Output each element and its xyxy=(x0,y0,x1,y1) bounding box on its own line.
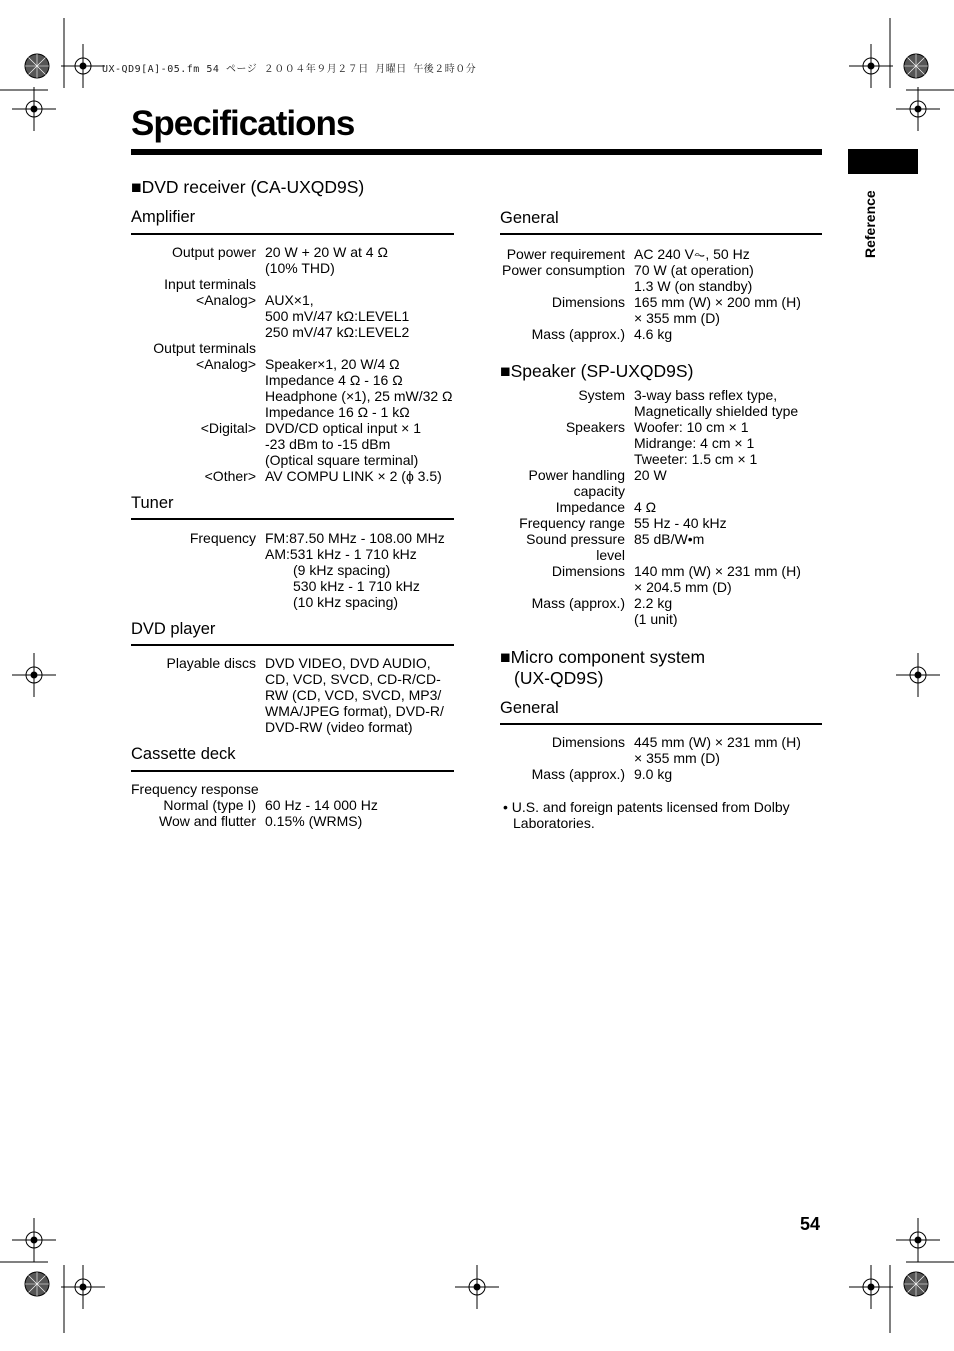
spec-label: Wow and flutter xyxy=(158,813,256,829)
spec-value: × 355 mm (D) xyxy=(634,310,720,326)
spec-value: 3-way bass reflex type, xyxy=(634,387,778,403)
spec-value: (9 kHz spacing) xyxy=(293,562,391,578)
spec-row xyxy=(500,262,801,294)
micro-system-heading-model: (UX-QD9S) xyxy=(514,668,604,688)
spec-value: 165 mm (W) × 200 mm (H) xyxy=(634,294,801,310)
patent-note: • U.S. and foreign patents licensed from Dolby xyxy=(503,799,790,815)
general-title: General xyxy=(500,209,559,227)
spec-value: 140 mm (W) × 231 mm (H) xyxy=(634,563,801,579)
spec-value: 445 mm (W) × 231 mm (H) xyxy=(634,734,801,750)
spec-value: 70 W (at operation) xyxy=(634,262,754,278)
spec-value: WMA/JPEG format), DVD-R/ xyxy=(265,703,444,719)
spec-value: AC 240 V⏦, 50 Hz xyxy=(634,246,750,262)
page-number: 54 xyxy=(800,1214,821,1234)
spec-row xyxy=(500,595,801,627)
spec-value: CD, VCD, SVCD, CD-R/CD- xyxy=(265,671,441,687)
spec-label: Output terminals xyxy=(153,340,256,356)
spec-row xyxy=(131,276,453,340)
spec-value: Speaker×1, 20 W/4 Ω xyxy=(265,356,400,372)
spec-value: AUX×1, xyxy=(265,292,314,308)
title-rule xyxy=(131,149,822,155)
spec-value: AM:531 kHz - 1 710 kHz xyxy=(265,546,417,562)
spec-row xyxy=(131,797,378,813)
amplifier-title: Amplifier xyxy=(131,208,196,226)
general-specs xyxy=(500,246,801,342)
spec-row xyxy=(131,530,445,610)
spec-row xyxy=(131,813,378,829)
spec-value: 4 Ω xyxy=(634,499,657,515)
spec-value: 60 Hz - 14 000 Hz xyxy=(265,797,378,813)
micro-general-rule xyxy=(500,723,822,725)
spec-row xyxy=(131,244,453,276)
spec-row xyxy=(500,467,801,499)
cassette-deck-specs xyxy=(131,797,378,829)
spec-value: AV COMPU LINK × 2 (ϕ 3.5) xyxy=(265,468,442,484)
spec-label: Playable discs xyxy=(166,655,256,671)
print-header: UX-QD9[A]-05.fm 54 ページ ２００４年９月２７日 月曜日 午後２時０分 xyxy=(102,64,477,75)
spec-label: Input terminals xyxy=(164,276,256,292)
spec-row xyxy=(500,515,801,531)
patent-note-cont: Laboratories. xyxy=(513,815,595,831)
amplifier-specs xyxy=(131,244,453,484)
spec-value: 250 mV/47 kΩ:LEVEL2 xyxy=(265,324,410,340)
spec-label: Dimensions xyxy=(551,294,625,310)
spec-value: 20 W xyxy=(634,467,667,483)
micro-system-heading: ■Micro component system xyxy=(500,647,706,667)
page-title: Specifications xyxy=(131,104,355,143)
amplifier-rule xyxy=(131,233,454,235)
spec-value: Impedance 4 Ω - 16 Ω xyxy=(265,372,403,388)
spec-label: Power handling xyxy=(528,467,625,483)
tuner-specs xyxy=(131,530,445,610)
spec-value: 4.6 kg xyxy=(634,326,673,342)
spec-row xyxy=(500,326,801,342)
spec-value: (10 kHz spacing) xyxy=(293,594,399,610)
spec-label: Frequency range xyxy=(519,515,625,531)
spec-label: <Other> xyxy=(204,468,256,484)
spec-value: DVD VIDEO, DVD AUDIO, xyxy=(265,655,431,671)
general-rule xyxy=(500,233,822,235)
tuner-rule xyxy=(131,518,454,520)
spec-row xyxy=(500,246,801,262)
spec-value: (10% THD) xyxy=(265,260,335,276)
spec-row xyxy=(500,563,801,595)
spec-label: capacity xyxy=(573,483,625,499)
spec-value: 530 kHz - 1 710 kHz xyxy=(293,578,420,594)
spec-value: DVD-RW (video format) xyxy=(265,719,413,735)
spec-label: Mass (approx.) xyxy=(531,326,625,342)
spec-row xyxy=(131,420,453,468)
spec-row xyxy=(131,655,444,735)
speaker-specs xyxy=(500,387,801,627)
spec-value: 20 W + 20 W at 4 Ω xyxy=(265,244,388,260)
side-tab-label: Reference xyxy=(862,190,878,258)
spec-value: 85 dB/W•m xyxy=(634,531,705,547)
spec-value: Midrange: 4 cm × 1 xyxy=(634,435,755,451)
tuner-title: Tuner xyxy=(131,494,174,512)
cassette-deck-rule xyxy=(131,770,454,772)
spec-row xyxy=(131,340,453,420)
spec-value: × 355 mm (D) xyxy=(634,750,720,766)
spec-label: <Analog> xyxy=(196,292,256,308)
spec-value: × 204.5 mm (D) xyxy=(634,579,732,595)
spec-value: Woofer: 10 cm × 1 xyxy=(634,419,749,435)
spec-row xyxy=(500,531,801,563)
spec-label: Sound pressure xyxy=(526,531,625,547)
spec-value: 55 Hz - 40 kHz xyxy=(634,515,727,531)
dvd-player-specs xyxy=(131,655,444,735)
spec-label: <Analog> xyxy=(196,356,256,372)
spec-label: <Digital> xyxy=(200,420,256,436)
spec-row xyxy=(500,766,801,782)
spec-row xyxy=(500,499,801,515)
spec-label: System xyxy=(578,387,625,403)
spec-value: RW (CD, VCD, SVCD, MP3/ xyxy=(265,687,442,703)
spec-row xyxy=(500,294,801,326)
spec-value: 500 mV/47 kΩ:LEVEL1 xyxy=(265,308,410,324)
spec-label: Speakers xyxy=(565,419,625,435)
dvd-receiver-heading: ■DVD receiver (CA-UXQD9S) xyxy=(131,177,365,197)
spec-row xyxy=(500,734,801,766)
micro-general-specs xyxy=(500,734,801,782)
micro-general-title: General xyxy=(500,699,559,717)
spec-value: Tweeter: 1.5 cm × 1 xyxy=(634,451,758,467)
spec-row xyxy=(500,387,801,419)
spec-value: 0.15% (WRMS) xyxy=(265,813,363,829)
spec-label: Power requirement xyxy=(506,246,625,262)
side-tab xyxy=(848,149,918,174)
dvd-player-title: DVD player xyxy=(131,620,216,638)
spec-value: 2.2 kg xyxy=(634,595,673,611)
spec-value: -23 dBm to -15 dBm xyxy=(265,436,391,452)
frequency-response-label: Frequency response xyxy=(131,781,259,797)
spec-label: Dimensions xyxy=(551,563,625,579)
speaker-heading: ■Speaker (SP-UXQD9S) xyxy=(500,361,694,381)
spec-label: Mass (approx.) xyxy=(531,595,625,611)
spec-value: (1 unit) xyxy=(634,611,678,627)
spec-value: 1.3 W (on standby) xyxy=(634,278,753,294)
spec-label: Impedance xyxy=(555,499,625,515)
spec-value: FM:87.50 MHz - 108.00 MHz xyxy=(265,530,445,546)
spec-value: 9.0 kg xyxy=(634,766,673,782)
spec-row xyxy=(500,419,801,467)
spec-value: Impedance 16 Ω - 1 kΩ xyxy=(265,404,410,420)
spec-label: level xyxy=(596,547,625,563)
spec-value: DVD/CD optical input × 1 xyxy=(265,420,422,436)
spec-label: Dimensions xyxy=(551,734,625,750)
spec-label: Output power xyxy=(171,244,256,260)
spec-value: Headphone (×1), 25 mW/32 Ω xyxy=(265,388,453,404)
spec-value: (Optical square terminal) xyxy=(265,452,419,468)
spec-label: Power consumption xyxy=(502,262,625,278)
spec-label: Normal (type I) xyxy=(163,797,256,813)
dvd-player-rule xyxy=(131,644,454,646)
spec-label: Frequency xyxy=(189,530,256,546)
cassette-deck-title: Cassette deck xyxy=(131,745,236,763)
spec-value: Magnetically shielded type xyxy=(634,403,799,419)
spec-label: Mass (approx.) xyxy=(531,766,625,782)
spec-row xyxy=(131,468,453,484)
